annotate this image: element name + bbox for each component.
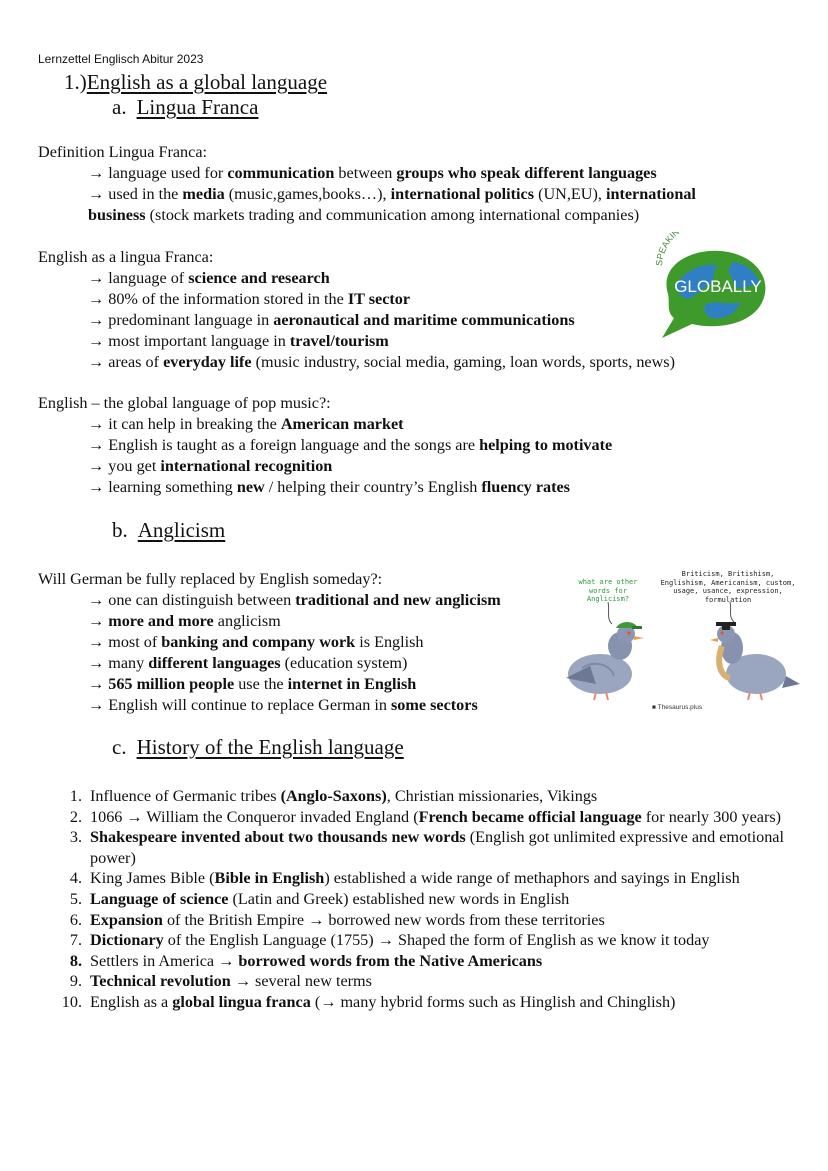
history-item (56, 868, 796, 889)
item-number: 2. (69, 807, 82, 826)
left-speech-tail (608, 602, 612, 624)
subheading-c-letter: c. (112, 735, 127, 759)
text-run: → you get (88, 457, 161, 475)
bold-run: business (88, 206, 146, 224)
text-run: → 80% of the information stored in the (88, 290, 348, 308)
text-run: is English (355, 633, 424, 651)
bold-run: different languages (148, 654, 281, 672)
anglicism-item (38, 611, 578, 632)
bold-run: Technical revolution (90, 972, 231, 991)
text-run: → language of (88, 269, 189, 287)
logo-word: GLOBALLY (674, 277, 762, 296)
history-list (56, 786, 796, 1013)
bold-run: internet in English (287, 675, 417, 693)
text-run: → learning something (88, 478, 237, 496)
definition-line-3 (38, 205, 798, 226)
text-run: / helping their country’s English (264, 478, 482, 496)
item-number: 1. (69, 787, 82, 805)
definition-block (38, 142, 798, 226)
text-run: → most important language in (88, 332, 290, 350)
section-1-heading (64, 70, 327, 95)
bold-run: international (605, 185, 696, 203)
history-item (56, 992, 796, 1013)
text-run: → English will continue to replace German in (88, 696, 391, 714)
text-run: 1066 → William the Conqueror invaded England ( (90, 807, 419, 826)
bold-run: (Anglo-Saxons) (280, 787, 387, 805)
history-item (56, 930, 796, 951)
pop-music-intro: English – the global language of pop music?: (38, 394, 331, 412)
text-run: Influence of Germanic tribes (90, 787, 281, 805)
pigeons-illustration (560, 566, 804, 716)
text-run: (education system) (280, 654, 408, 672)
bold-run: Shakespeare invented about two thousands new words (90, 828, 466, 847)
bold-run: everyday life (163, 353, 252, 371)
thesaurus-credit-text: Thesaurus.plus (657, 704, 703, 711)
bold-run: new (236, 478, 265, 496)
bold-run: travel/tourism (289, 332, 389, 350)
subheading-a-letter: a. (112, 95, 127, 119)
item-number: 9. (69, 972, 82, 991)
anglicism-item (38, 695, 578, 716)
speaking-of-english-globally-logo (648, 232, 776, 340)
text-run: Settlers in America → (90, 951, 239, 970)
pop-music-item (38, 435, 798, 456)
bold-run: American market (280, 415, 404, 433)
item-number: 3. (69, 828, 82, 847)
history-item (56, 910, 796, 931)
item-number: 4. (69, 869, 82, 888)
subheading-c (112, 735, 404, 760)
anglicism-item (38, 653, 578, 674)
text-run: English as a (90, 992, 173, 1011)
pop-music-item (38, 456, 798, 477)
anglicism-item (38, 590, 578, 611)
text-run: (music industry, social media, gaming, loan words, sports, news) (251, 353, 675, 371)
anglicism-intro: Will German be fully replaced by English someday?: (38, 570, 383, 588)
text-run: for nearly 300 years) (641, 807, 782, 826)
text-run: (→ many hybrid forms such as Hinglish and Chinglish) (310, 992, 676, 1011)
anglicism-block (38, 569, 578, 716)
subheading-a-title: Lingua Franca (136, 95, 259, 119)
right-pigeon-speech-text: Briticism, Britishism, Englishism, Americanism, custom, usage, usance, expression, formulation (660, 570, 796, 604)
bold-run: groups who speak different languages (396, 164, 657, 182)
bold-run: aeronautical and maritime communications (273, 311, 575, 329)
history-item (56, 807, 796, 828)
bold-run: Expansion (90, 910, 163, 929)
text-run: → English is taught as a foreign language and the songs are (88, 436, 480, 454)
subheading-a (112, 95, 258, 120)
text-run: (stock markets trading and communication among international companies) (145, 206, 640, 224)
subheading-b-letter: b. (112, 518, 128, 542)
bold-run: helping to motivate (479, 436, 613, 454)
anglicism-item (38, 632, 578, 653)
definition-intro: Definition Lingua Franca: (38, 143, 208, 161)
bold-run: science and research (188, 269, 330, 287)
text-run: of the British Empire → borrowed new words from these territories (162, 910, 605, 929)
history-item (56, 971, 796, 992)
text-run: ) established a wide range of methaphors and sayings in English (324, 869, 740, 888)
bold-run: communication (227, 164, 335, 182)
pop-music-block (38, 393, 798, 498)
logo-arc-textpath: SPEAKIN (653, 232, 682, 267)
section-1-number: 1.) (64, 70, 87, 94)
right-speech-tail (730, 602, 734, 622)
item-number: 6. (69, 910, 82, 929)
text-run: (Latin and Greek) established new words in English (228, 889, 570, 908)
bold-run: global lingua franca (172, 992, 311, 1011)
text-run: → most of (88, 633, 162, 651)
text-run: (music,games,books…), (224, 185, 391, 203)
history-item (56, 889, 796, 910)
item-number: 10. (61, 992, 82, 1011)
text-run: → areas of (88, 353, 164, 371)
text-run: → used in the (88, 185, 183, 203)
history-item (56, 786, 796, 807)
subheading-b (112, 518, 225, 543)
pop-music-item (38, 414, 798, 435)
bold-run: international recognition (160, 457, 333, 475)
thesaurus-credit: ■ Thesaurus.plus (652, 704, 703, 711)
text-run: → (88, 612, 109, 630)
anglicism-item (38, 674, 578, 695)
document-header: Lernzettel Englisch Abitur 2023 (38, 52, 204, 66)
bold-run: media (182, 185, 225, 203)
pigeon-right-icon (710, 622, 800, 700)
text-run: use the (234, 675, 288, 693)
bold-run: borrowed words from the Native Americans (238, 951, 543, 970)
history-item (56, 827, 796, 868)
text-run: anglicism (213, 612, 281, 630)
left-pigeon-speech-text: what are other words for Anglicism? (578, 578, 638, 603)
text-run: → many (88, 654, 149, 672)
text-run: → several new terms (230, 972, 372, 991)
definition-line-2 (38, 184, 798, 205)
bold-run: fluency rates (481, 478, 570, 496)
bold-run: some sectors (391, 696, 478, 714)
lingua-franca-intro: English as a lingua Franca: (38, 248, 214, 266)
text-run: → (88, 675, 109, 693)
pop-music-item (38, 477, 798, 498)
subheading-b-title: Anglicism (137, 518, 226, 542)
subheading-c-title: History of the English language (136, 735, 404, 759)
item-number: 7. (69, 931, 82, 950)
section-1-title: English as a global language (86, 70, 328, 94)
bold-run: 565 million people (108, 675, 235, 693)
text-run: (English got unlimited expressive and emotional power) (90, 828, 784, 867)
text-run: of the English Language (1755) → Shaped the form of English as we know it today (163, 931, 710, 950)
bold-run: traditional and new anglicism (295, 591, 501, 609)
bold-run: more and more (108, 612, 214, 630)
definition-line-1 (38, 163, 798, 184)
bold-run: banking and company work (161, 633, 356, 651)
bold-run: Dictionary (90, 931, 164, 950)
bold-run: international politics (390, 185, 535, 203)
text-run: → one can distinguish between (88, 591, 296, 609)
text-run: → language used for (88, 164, 228, 182)
bold-run: IT sector (347, 290, 411, 308)
text-run: King James Bible ( (90, 869, 215, 888)
bold-run: French became official language (418, 807, 642, 826)
globe-speech-bubble-icon (648, 232, 776, 340)
item-number: 5. (69, 889, 82, 908)
history-item (56, 951, 796, 972)
text-run: , Christian missionaries, Vikings (386, 787, 598, 805)
text-run: between (334, 164, 397, 182)
lingua-franca-item (38, 352, 798, 373)
text-run: (UN,EU), (534, 185, 606, 203)
pigeon-left-icon (566, 622, 644, 700)
bold-run: Bible in English (214, 869, 325, 888)
text-run: → predominant language in (88, 311, 274, 329)
item-number: 8. (69, 951, 82, 970)
bold-run: Language of science (90, 889, 229, 908)
text-run: → it can help in breaking the (88, 415, 281, 433)
